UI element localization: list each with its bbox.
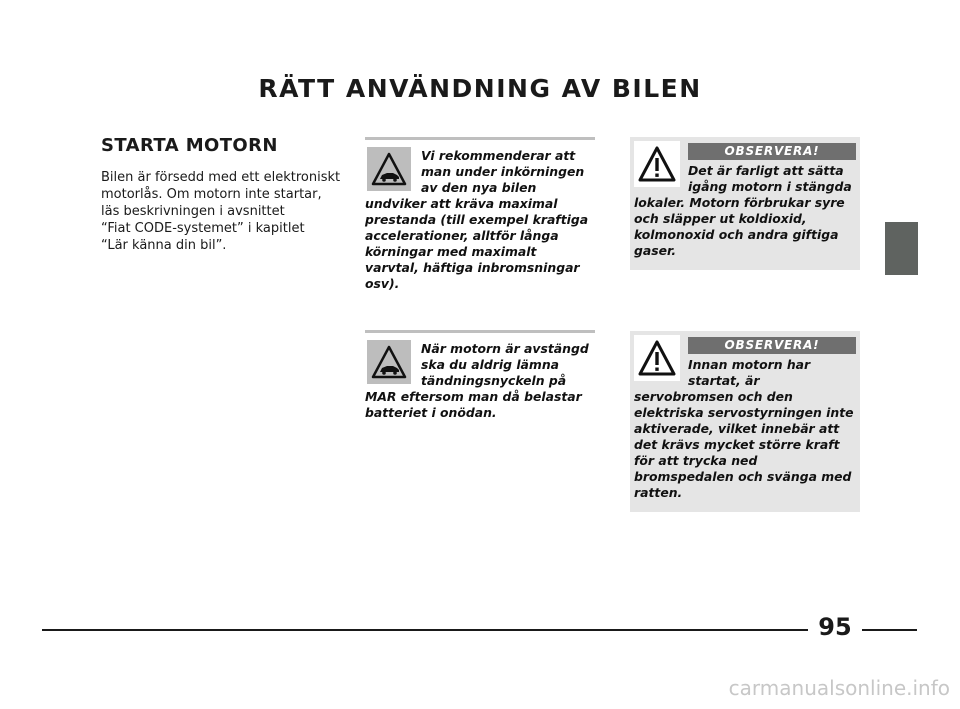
note-line: man under inkörningen <box>421 164 585 179</box>
warning-line: elektriska servostyrningen inte <box>634 405 854 420</box>
note-line: osv). <box>365 276 400 291</box>
warning-line: startat, är <box>688 373 760 388</box>
note-line: MAR eftersom man då belastar <box>365 389 582 404</box>
car-warning-icon <box>367 340 411 384</box>
warning-box-servobroms <box>630 331 860 512</box>
note-line: tändningsnyckeln på <box>421 373 567 388</box>
warning-triangle-icon <box>634 141 680 187</box>
warning-line: aktiverade, vilket innebär att <box>634 421 840 436</box>
section-title: STARTA MOTORN <box>101 135 278 156</box>
body-line: “Lär känna din bil”. <box>101 238 227 253</box>
note-line: undviker att kräva maximal <box>365 196 558 211</box>
warning-line: ratten. <box>634 485 683 500</box>
chapter-tab <box>885 222 918 275</box>
warning-line: gaser. <box>634 243 677 258</box>
warning-line: bromspedalen och svänga med <box>634 469 852 484</box>
page-title: RÄTT ANVÄNDNING AV BILEN <box>258 74 702 103</box>
note-inkorning <box>365 137 595 292</box>
note-line: prestanda (till exempel kraftiga <box>365 212 589 227</box>
observera-badge: OBSERVERA! <box>688 337 856 354</box>
body-line: Bilen är försedd med ett elektroniskt <box>101 170 341 185</box>
car-warning-icon <box>367 147 411 191</box>
note-line: av den nya bilen <box>421 180 537 195</box>
warning-line: kolmonoxid och andra giftiga <box>634 227 839 242</box>
footer-rule-left <box>42 629 808 631</box>
footer-rule-right <box>862 629 917 631</box>
warning-line: Det är farligt att sätta <box>688 163 844 178</box>
warning-line: igång motorn i stängda <box>688 179 852 194</box>
note-tandningsnyckel <box>365 330 595 421</box>
page-number: 95 <box>818 613 852 641</box>
note-line: varvtal, häftiga inbromsningar <box>365 260 580 275</box>
warning-triangle-icon <box>634 335 680 381</box>
warning-line: servobromsen och den <box>634 389 793 404</box>
body-line: motorlås. Om motorn inte startar, <box>101 187 322 202</box>
body-line: “Fiat CODE-systemet” i kapitlet <box>101 221 305 236</box>
warning-line: och släpper ut koldioxid, <box>634 211 807 226</box>
note-line: körningar med maximalt <box>365 244 537 259</box>
note-line: Vi rekommenderar att <box>421 148 576 163</box>
note-line: accelerationer, alltför långa <box>365 228 559 243</box>
warning-line: lokaler. Motorn förbrukar syre <box>634 195 845 210</box>
observera-badge: OBSERVERA! <box>688 143 856 160</box>
warning-line: det krävs mycket större kraft <box>634 437 840 452</box>
note-line: När motorn är avstängd <box>421 341 589 356</box>
warning-box-stangda-lokaler <box>630 137 860 270</box>
note-line: ska du aldrig lämna <box>421 357 560 372</box>
warning-line: för att trycka ned <box>634 453 758 468</box>
watermark: carmanualsonline.info <box>728 676 950 700</box>
note-line: batteriet i onödan. <box>365 405 497 420</box>
warning-line: Innan motorn har <box>688 357 811 372</box>
body-line: läs beskrivningen i avsnittet <box>101 204 285 219</box>
section-body <box>101 169 351 254</box>
